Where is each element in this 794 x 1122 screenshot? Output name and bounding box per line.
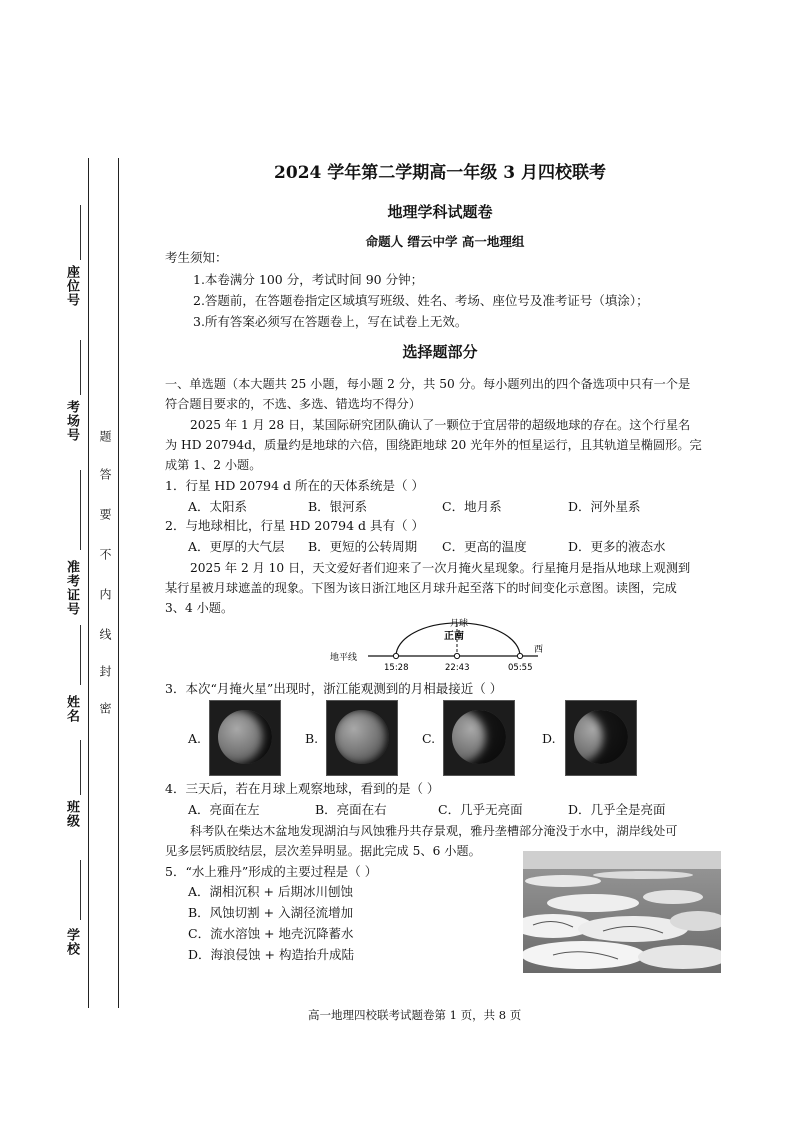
q1-stem: 1．行星 HD 20794 d 所在的天体系统是（ ） xyxy=(165,478,425,493)
moon-phase-image-d xyxy=(565,700,637,776)
q5-option-c[interactable]: C．流水溶蚀 + 地壳沉降蓄水 xyxy=(188,926,354,941)
seal-char-2: 答 xyxy=(98,468,112,481)
notice-item-1: 1.本卷满分 100 分，考试时间 90 分钟； xyxy=(193,272,424,287)
diagram-time-transit: 22:43 xyxy=(445,663,470,673)
field-school: 学校 xyxy=(64,928,79,956)
q5-option-d[interactable]: D．海浪侵蚀 + 构造抬升成陆 xyxy=(188,947,354,962)
passage2-line-1: 2025 年 2 月 10 日，天文爱好者们迎来了一次月掩火星现象。行星掩月是指从地球上观测到 xyxy=(190,561,691,575)
q2-option-a[interactable]: A．更厚的大气层 xyxy=(188,539,285,554)
seal-char-8: 密 xyxy=(98,702,112,715)
seal-char-7: 封 xyxy=(98,665,112,678)
field-name: 姓名 xyxy=(64,695,79,723)
diagram-horizon-label: 地平线 xyxy=(330,653,358,663)
q5-option-a[interactable]: A．湖相沉积 + 后期冰川刨蚀 xyxy=(188,884,353,899)
seal-char-3: 要 xyxy=(98,508,112,521)
seat-underline xyxy=(80,205,81,260)
passage1-line-1: 2025 年 1 月 28 日，某国际研究团队确认了一颗位于宜居带的超级地球的存在。这个行星名 xyxy=(190,418,691,432)
exam-title: 2024 学年第二学期高一年级 3 月四校联考 xyxy=(274,163,606,183)
passage1-line-3: 成第 1、2 小题。 xyxy=(165,458,262,472)
page-footer: 高一地理四校联考试题卷第 1 页，共 8 页 xyxy=(308,1008,522,1022)
ticket-underline xyxy=(80,470,81,550)
margin-line-outer xyxy=(88,158,89,1008)
diagram-time-set: 05:55 xyxy=(508,663,533,673)
q3-option-b[interactable]: B. xyxy=(305,731,319,746)
margin-line-inner xyxy=(118,158,119,1008)
exam-room-underline xyxy=(80,340,81,395)
q5-stem: 5．“水上雅丹”形成的主要过程是（ ） xyxy=(165,864,378,879)
moon-phase-image-a xyxy=(209,700,281,776)
q2-option-d[interactable]: D．更多的液态水 xyxy=(568,539,666,554)
moon-phase-image-b xyxy=(326,700,398,776)
q1-option-a[interactable]: A．太阳系 xyxy=(188,499,248,514)
field-class: 班级 xyxy=(64,800,79,828)
passage2-line-3: 3、4 小题。 xyxy=(165,601,234,615)
class-underline xyxy=(80,740,81,795)
seal-char-6: 线 xyxy=(98,628,112,641)
q1-option-d[interactable]: D．河外星系 xyxy=(568,499,641,514)
passage3-line-1: 科考队在柴达木盆地发现湖泊与风蚀雅丹共存景观，雅丹垄槽部分淹没于水中，湖岸线处可 xyxy=(190,824,678,838)
diagram-moon-label: 月球 xyxy=(450,619,469,629)
subject-title: 地理学科试题卷 xyxy=(387,203,493,221)
section-title: 选择题部分 xyxy=(402,343,478,361)
name-underline xyxy=(80,625,81,685)
field-ticket-number: 准考证号 xyxy=(64,560,79,616)
diagram-west-label: 西 xyxy=(534,645,544,655)
q4-option-c[interactable]: C．几乎无亮面 xyxy=(438,802,523,817)
water-yardang-photo xyxy=(523,851,721,973)
moon-disk-b xyxy=(335,710,389,764)
moon-disk-d xyxy=(574,710,628,764)
q1-option-b[interactable]: B．银河系 xyxy=(308,499,368,514)
instructions-line-2: 符合题目要求的，不选、多选、错选均不得分） xyxy=(165,397,421,411)
field-exam-room: 考场号 xyxy=(64,400,79,442)
q3-option-a[interactable]: A. xyxy=(188,731,202,746)
q2-option-b[interactable]: B．更短的公转周期 xyxy=(308,539,418,554)
diagram-time-rise: 15:28 xyxy=(384,663,409,673)
seal-char-5: 内 xyxy=(98,588,112,601)
q4-option-b[interactable]: B．亮面在右 xyxy=(315,802,387,817)
q3-stem: 3．本次“月掩火星”出现时，浙江能观测到的月相最接近（ ） xyxy=(165,681,503,696)
passage3-line-2: 见多层钙质胶结层，层次差异明显。据此完成 5、6 小题。 xyxy=(165,844,481,858)
passage1-line-2: 为 HD 20794d，质量约是地球的六倍，围绕距地球 20 光年外的恒星运行，且其轨道呈椭圆形。完 xyxy=(165,438,702,452)
seal-char-4: 不 xyxy=(98,548,112,561)
seal-char-1: 题 xyxy=(98,430,112,443)
instructions-line-1: 一、单选题（本大题共 25 小题，每小题 2 分，共 50 分。每小题列出的四个备选项中只有一个是 xyxy=(165,377,691,391)
notice-item-3: 3.所有答案必须写在答题卷上，写在试卷上无效。 xyxy=(193,314,468,329)
passage2-line-2: 某行星被月球遮盖的现象。下图为该日浙江地区月球升起至落下的时间变化示意图。读图，完成 xyxy=(165,581,677,595)
field-seat-number: 座位号 xyxy=(64,265,79,307)
school-underline xyxy=(80,860,81,920)
moon-path-diagram xyxy=(320,618,560,674)
authors-line: 命题人 缙云中学 高一地理组 xyxy=(365,234,525,249)
q3-option-c[interactable]: C. xyxy=(422,731,436,746)
moon-disk-c xyxy=(452,710,506,764)
q4-option-d[interactable]: D．几乎全是亮面 xyxy=(568,802,666,817)
notice-heading: 考生须知： xyxy=(165,250,228,265)
diagram-south-label: 正南 xyxy=(444,631,464,642)
moon-phase-image-c xyxy=(443,700,515,776)
q2-option-c[interactable]: C．更高的温度 xyxy=(442,539,527,554)
notice-item-2: 2.答题前，在答题卷指定区域填写班级、姓名、考场、座位号及准考证号（填涂）； xyxy=(193,293,649,308)
q2-stem: 2．与地球相比，行星 HD 20794 d 具有（ ） xyxy=(165,518,425,533)
q5-option-b[interactable]: B．风蚀切割 + 入湖径流增加 xyxy=(188,905,354,920)
moon-disk-a xyxy=(218,710,272,764)
q4-option-a[interactable]: A．亮面在左 xyxy=(188,802,260,817)
q1-option-c[interactable]: C．地月系 xyxy=(442,499,502,514)
q4-stem: 4．三天后，若在月球上观察地球，看到的是（ ） xyxy=(165,781,440,796)
q3-option-d[interactable]: D. xyxy=(542,731,556,746)
